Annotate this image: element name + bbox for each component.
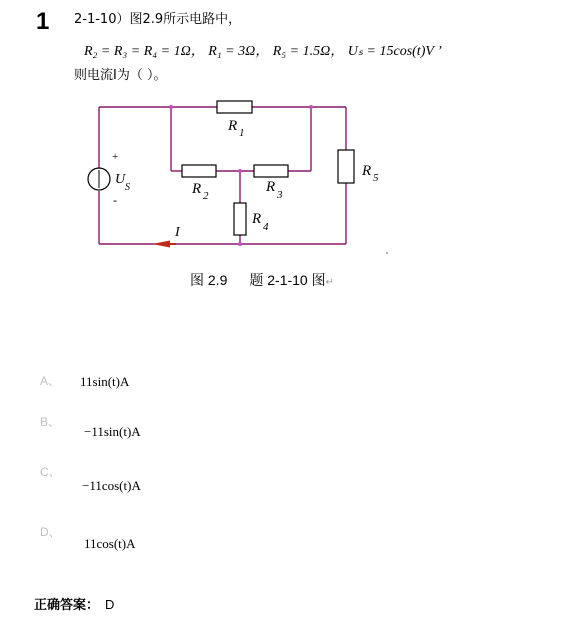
question-formula: R₂ = R₃ = R₄ = 1Ω， R₁ = 3Ω， R₅ = 1.5Ω， Uₛ = 15cos(t)V ’ xyxy=(84,44,442,59)
question-text: 则电流I为（ ）。 xyxy=(74,68,167,83)
option-d-letter: D、 xyxy=(40,525,61,539)
svg-text:R: R xyxy=(228,118,238,134)
r3-resistor xyxy=(254,165,288,177)
question-number: 1 xyxy=(36,8,50,35)
option-b-letter: B、 xyxy=(40,415,61,429)
correct-answer xyxy=(34,594,114,613)
svg-text:U: U xyxy=(115,172,126,187)
option-a-letter: A、 xyxy=(40,374,61,388)
r1-resistor xyxy=(217,101,252,113)
svg-text:S: S xyxy=(125,182,130,193)
svg-text:-: - xyxy=(113,193,117,207)
svg-text:R: R xyxy=(192,181,202,197)
caption-figure-number: 图 2.9 xyxy=(190,272,228,288)
paragraph-mark: ↵ xyxy=(325,277,334,288)
figure-caption xyxy=(190,270,334,290)
current-arrow xyxy=(152,241,170,248)
option-c-value[interactable]: −11cos(t)A xyxy=(82,478,141,493)
svg-text:5: 5 xyxy=(373,172,379,184)
option-a-value[interactable]: 11sin(t)A xyxy=(80,374,130,389)
r2-resistor xyxy=(182,165,216,177)
svg-text:1: 1 xyxy=(239,127,245,139)
r4-resistor xyxy=(234,203,246,235)
option-d-value[interactable]: 11cos(t)A xyxy=(84,536,136,551)
svg-text:3: 3 xyxy=(277,189,283,201)
svg-text:R: R xyxy=(266,179,276,195)
answer-label: 正确答案： xyxy=(34,598,100,613)
svg-text:R: R xyxy=(252,211,262,227)
caption-title: 题 2-1-10 图 xyxy=(249,272,326,288)
svg-text:I: I xyxy=(175,225,180,240)
option-b-value[interactable]: −11sin(t)A xyxy=(84,424,141,439)
svg-text:2: 2 xyxy=(203,190,209,202)
circuit-diagram xyxy=(0,0,586,300)
svg-text:R: R xyxy=(362,163,372,179)
answer-value: D xyxy=(105,597,115,612)
option-c-letter: C、 xyxy=(40,465,61,479)
question-title: 2-1-10）图2.9所示电路中， xyxy=(74,12,242,27)
svg-text:+: + xyxy=(112,151,119,163)
r5-resistor xyxy=(338,150,354,183)
svg-text:4: 4 xyxy=(263,221,269,233)
